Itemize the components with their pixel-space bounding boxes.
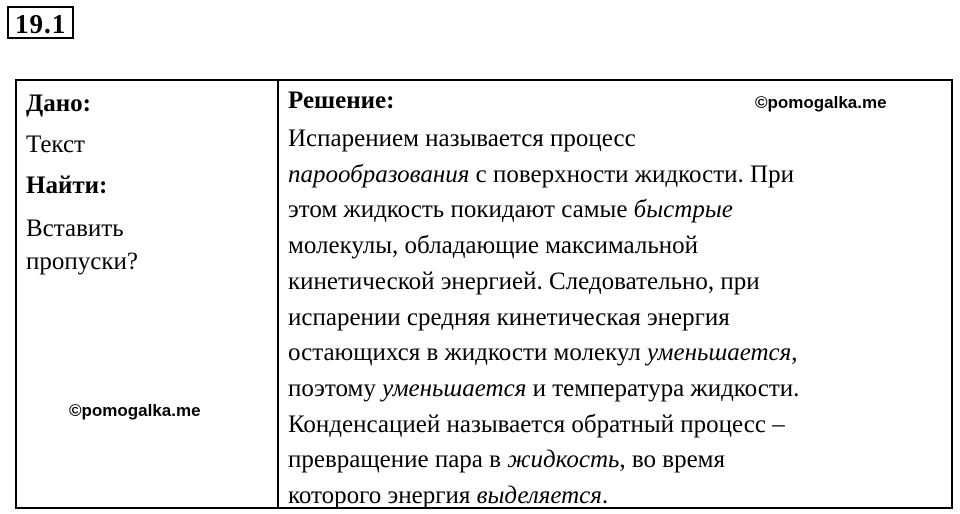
solution-line xyxy=(288,407,951,443)
task-table xyxy=(15,79,953,509)
emphasized-term: жидкость xyxy=(507,446,620,474)
solution-line xyxy=(288,157,951,193)
find-heading: Найти: xyxy=(26,172,108,199)
solution-line xyxy=(288,264,951,300)
solution-heading: Решение: xyxy=(288,87,395,114)
emphasized-term: парообразования xyxy=(288,160,470,188)
text-segment: Конденсацией называется обратный процесс – xyxy=(288,410,785,438)
text-segment: , во время xyxy=(619,446,725,474)
text-segment: превращение пара в xyxy=(288,446,508,474)
solution-text xyxy=(288,121,951,514)
text-segment: этом жидкость покидают самые xyxy=(288,196,634,224)
solution-line xyxy=(288,228,951,264)
solution-line xyxy=(288,371,951,407)
emphasized-term: уменьшается xyxy=(382,374,527,402)
solution-line xyxy=(288,192,951,228)
watermark-right: ©pomogalka.me xyxy=(755,93,887,112)
emphasized-term: быстрые xyxy=(633,196,733,224)
text-segment: , xyxy=(791,339,798,367)
text-segment: кинетической энергией. Следовательно, при xyxy=(288,267,760,295)
task-number: 19.1 xyxy=(7,6,74,39)
find-text-line-2: пропуски? xyxy=(26,248,138,275)
watermark-left: ©pomogalka.me xyxy=(69,401,201,420)
text-segment: и температура жидкости. xyxy=(526,374,800,402)
find-text xyxy=(26,212,277,278)
given-column xyxy=(17,81,279,507)
solution-line xyxy=(288,478,951,514)
emphasized-term: выделяется xyxy=(476,482,602,510)
text-segment: молекулы, обладающие максимальной xyxy=(288,232,699,260)
text-segment: Испарением называется процесс xyxy=(288,125,636,152)
find-text-line-1: Вставить xyxy=(26,215,124,242)
text-segment: испарении средняя кинетическая энергия xyxy=(288,303,730,331)
solution-column xyxy=(279,81,951,510)
text-segment: поэтому xyxy=(288,374,383,402)
given-heading: Дано: xyxy=(26,90,91,117)
given-text: Текст xyxy=(26,131,85,158)
solution-line xyxy=(288,335,951,371)
text-segment: с поверхности жидкости. При xyxy=(469,160,794,188)
solution-line xyxy=(288,300,951,336)
emphasized-term: уменьшается xyxy=(647,339,792,367)
solution-line xyxy=(288,442,951,478)
text-segment: остающихся в жидкости молекул xyxy=(288,339,648,367)
solution-line xyxy=(288,121,951,157)
text-segment: . xyxy=(601,482,609,510)
text-segment: которого энергия xyxy=(288,482,477,510)
